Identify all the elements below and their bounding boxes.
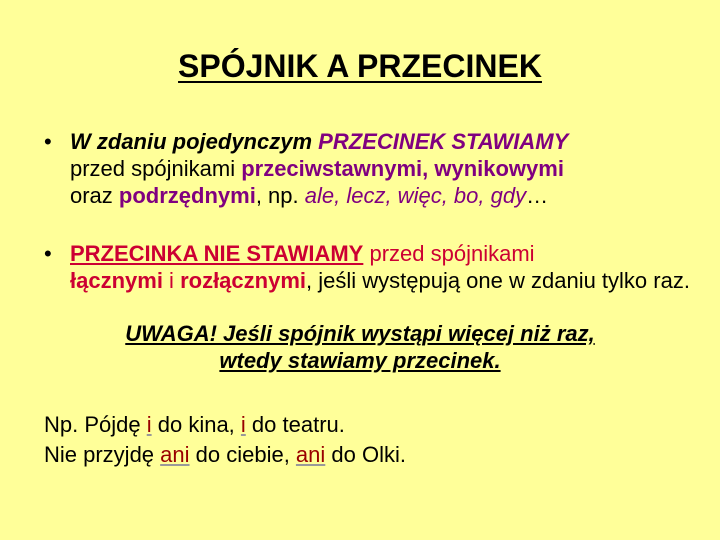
bullet-point: • <box>44 241 52 266</box>
rule2-rest: , jeśli występują one w zdaniu tylko raz. <box>306 268 690 293</box>
rule2-copulative: łącznymi <box>70 268 163 293</box>
rule2-and: i <box>162 268 181 293</box>
example-i-text: Np. Pójdę <box>44 412 147 437</box>
example-ani-conjunction: ani <box>160 442 190 467</box>
slide-title: SPÓJNIK A PRZECINEK <box>178 48 542 84</box>
rule1-lead: W zdaniu pojedynczym <box>70 129 319 154</box>
rule2-line1-rest: przed spójnikami <box>363 241 535 266</box>
example-ani-conjunction: ani <box>295 442 326 467</box>
examples-block <box>44 410 406 470</box>
rule1-examples: ale, lecz, więc, bo, gdy <box>304 183 527 208</box>
example-ani-text: do ciebie, <box>189 442 296 467</box>
rule1-subordinate: podrzędnymi <box>118 183 256 208</box>
rule2-disjunctive: rozłącznymi <box>180 268 306 293</box>
bullet-point: • <box>44 129 52 154</box>
rule2-lead-emphasis: PRZECINKA NIE STAWIAMY <box>70 241 364 266</box>
rule-comma-required <box>44 128 700 209</box>
rule1-line3-text: oraz <box>70 183 119 208</box>
rule1-lead-emphasis: PRZECINEK STAWIAMY <box>318 129 569 154</box>
example-i-conjunction: i <box>240 412 246 437</box>
rule-no-comma <box>44 240 700 294</box>
rule1-np: , np. <box>255 183 305 208</box>
example-ani-text: Nie przyjdę <box>44 442 161 467</box>
warning-note <box>40 320 680 374</box>
rule1-ellipsis: … <box>526 183 549 208</box>
example-i-text: do kina, <box>151 412 241 437</box>
rule1-line2-text: przed spójnikami <box>70 156 242 181</box>
example-i-text: do teatru. <box>245 412 345 437</box>
example-ani <box>44 440 406 470</box>
warning-note-line2: wtedy stawiamy przecinek. <box>219 348 501 373</box>
example-ani-text: do Olki. <box>325 442 406 467</box>
warning-note-line1: UWAGA! Jeśli spójnik wystąpi więcej niż raz, <box>125 321 595 346</box>
example-i-conjunction: i <box>146 412 152 437</box>
rule-comma-required-text <box>70 128 700 209</box>
example-i <box>44 410 406 440</box>
rule-no-comma-text <box>70 240 700 294</box>
rule1-conjunction-types: przeciwstawnymi, wynikowymi <box>241 156 564 181</box>
